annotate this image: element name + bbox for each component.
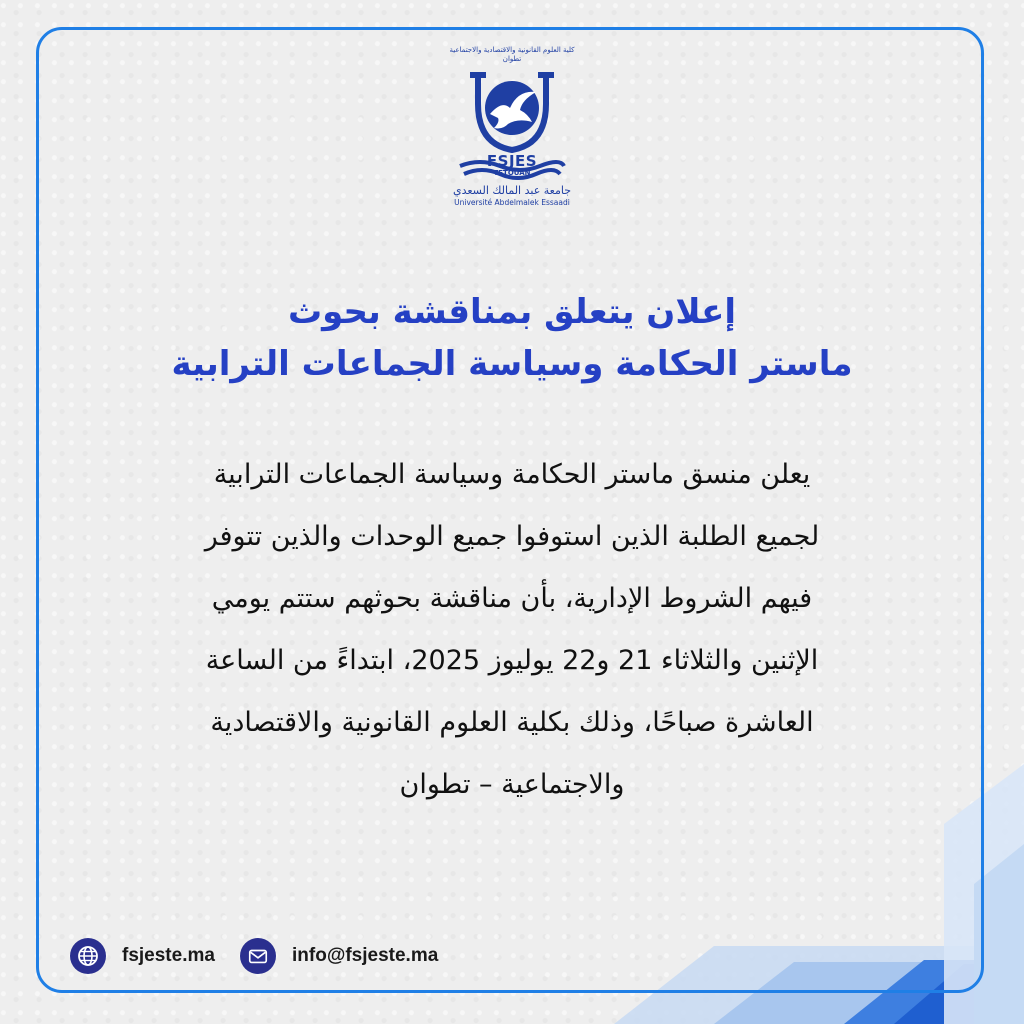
email-link[interactable]: info@fsjeste.ma [292, 945, 439, 966]
body-line-2: لجميع الطلبة الذين استوفوا جميع الوحدات والذين تتوفر [204, 521, 820, 552]
logo-university-arabic: جامعة عبد المالك السعدي [452, 184, 572, 197]
website-link[interactable]: fsjeste.ma [122, 945, 215, 966]
announcement-body [96, 444, 928, 816]
logo-faculty-name: كلية العلوم القانونية والاقتصادية والاجتماعية تطوان [449, 46, 575, 63]
title-line-2: ماستر الحكامة وسياسة الجماعات الترابية [171, 344, 853, 384]
mail-icon [240, 938, 276, 974]
body-line-1: يعلن منسق ماستر الحكامة وسياسة الجماعات الترابية [213, 459, 811, 490]
title-line-1: إعلان يتعلق بمناقشة بحوث [287, 292, 737, 332]
body-line-5: العاشرة صباحًا، وذلك بكلية العلوم القانونية والاقتصادية [210, 707, 814, 738]
logo-university-french: Université Abdelmalek Essaadi [454, 198, 570, 207]
body-line-3: فيهم الشروط الإدارية، بأن مناقشة بحوثهم ستتم يومي [211, 583, 813, 614]
globe-icon [70, 938, 106, 974]
announcement-title [80, 286, 944, 390]
body-line-6: والاجتماعية – تطوان [399, 769, 625, 800]
logo-city: TETOUAN [493, 169, 531, 177]
email-contact[interactable] [240, 936, 438, 976]
website-contact[interactable] [70, 936, 215, 976]
logo-abbreviation: FSJES [486, 152, 538, 170]
body-line-4: الإثنين والثلاثاء 21 و22 يوليوز 2025، ابتداءً من الساعة [205, 645, 819, 676]
faculty-logo [445, 46, 579, 212]
